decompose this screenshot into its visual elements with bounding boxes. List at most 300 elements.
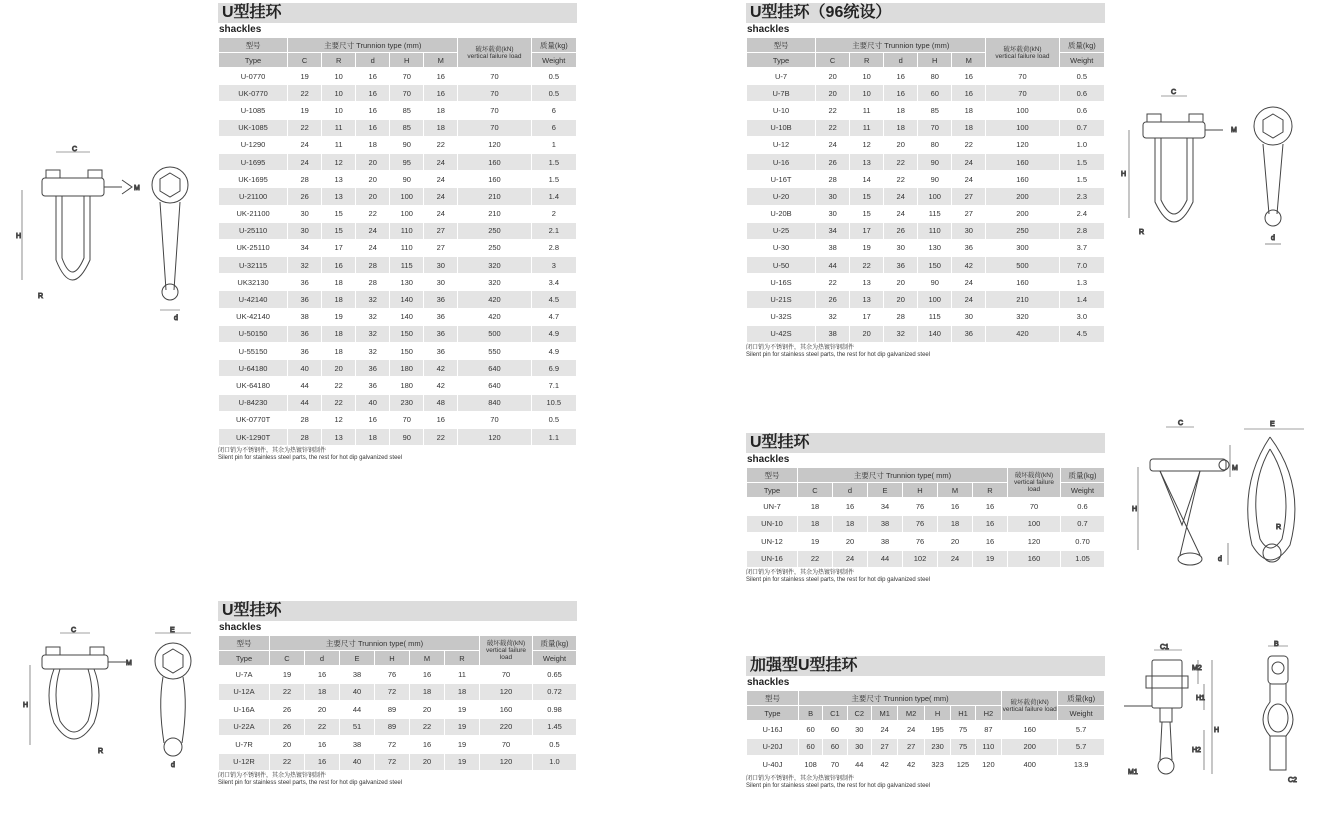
table-cell: 36 xyxy=(424,291,457,307)
table-cell: 110 xyxy=(918,223,951,239)
table-block-3 xyxy=(746,3,1105,359)
table-cell: 20 xyxy=(356,188,389,204)
table-cell: 1.3 xyxy=(1060,274,1104,290)
table-cell: U-16 xyxy=(747,154,815,170)
table-cell: 16 xyxy=(305,666,339,683)
table-cell: 24 xyxy=(424,188,457,204)
table-cell: 76 xyxy=(903,533,937,550)
column-header: d xyxy=(884,53,917,67)
table-cell: 16 xyxy=(410,666,444,683)
header-load-cn: 破坏载荷(kN) xyxy=(486,640,526,647)
note-en: Silent pin for stainless steel parts, the rest for hot dip galvanized steel xyxy=(746,577,931,583)
table-cell: 24 xyxy=(938,551,972,568)
table-cell: 24 xyxy=(952,171,985,187)
table-cell: 320 xyxy=(458,257,530,273)
header-load-en: vertical failure load xyxy=(467,52,522,60)
table-cell: 15 xyxy=(850,206,883,222)
spec-table xyxy=(746,690,1105,774)
table-cell: 20 xyxy=(410,701,444,718)
table-cell: 140 xyxy=(918,326,951,342)
table-cell: 12 xyxy=(322,412,355,428)
table-cell: 89 xyxy=(375,719,409,736)
table-cell: 0.6 xyxy=(1061,498,1104,515)
table-row xyxy=(219,684,576,701)
table-cell: 180 xyxy=(390,360,423,376)
dim-label: C1 xyxy=(1160,644,1169,651)
table-row xyxy=(219,120,576,136)
table-row xyxy=(747,721,1104,738)
table-row xyxy=(747,533,1104,550)
table-cell: 70 xyxy=(986,68,1058,84)
table-cell: 0.7 xyxy=(1060,120,1104,136)
table-cell: 60 xyxy=(823,721,846,738)
table-cell: 100 xyxy=(986,120,1058,136)
table-cell: 0.5 xyxy=(532,85,576,101)
column-header: d xyxy=(305,651,339,665)
table-cell: 60 xyxy=(918,85,951,101)
table-cell: 320 xyxy=(458,274,530,290)
table-cell: 70 xyxy=(458,120,530,136)
section-subtitle: shackles xyxy=(747,454,790,465)
table-row xyxy=(747,154,1104,170)
spec-table xyxy=(746,37,1105,343)
table-cell: 72 xyxy=(375,754,409,771)
table-cell: 160 xyxy=(986,154,1058,170)
dim-label: C xyxy=(72,146,78,153)
table-cell: 150 xyxy=(390,326,423,342)
table-cell: 1.4 xyxy=(532,188,576,204)
table-cell: UK-1695 xyxy=(219,171,287,187)
table-cell: 70 xyxy=(458,102,530,118)
table-cell: 16 xyxy=(424,68,457,84)
table-cell: U-20J xyxy=(747,739,798,756)
table-cell: 11 xyxy=(322,137,355,153)
table-cell: 22 xyxy=(322,377,355,393)
section-subtitle: shackles xyxy=(219,24,262,35)
table-cell: 22 xyxy=(816,274,849,290)
table-cell: 13 xyxy=(850,154,883,170)
table-cell: 60 xyxy=(823,739,846,756)
table-row xyxy=(747,551,1104,568)
header-weight-cn: 质量(kg) xyxy=(533,636,576,650)
table-cell: 20 xyxy=(816,68,849,84)
table-cell: 90 xyxy=(390,429,423,445)
table-row xyxy=(219,171,576,187)
column-header: R xyxy=(973,483,1007,497)
column-header: C2 xyxy=(848,706,871,720)
table-cell: 100 xyxy=(918,188,951,204)
table-cell: 22 xyxy=(816,102,849,118)
table-cell: 18 xyxy=(410,684,444,701)
table-cell: 18 xyxy=(798,516,832,533)
table-cell: 18 xyxy=(322,274,355,290)
table-cell: 120 xyxy=(480,754,532,771)
table-cell: 210 xyxy=(986,291,1058,307)
table-cell: 30 xyxy=(424,257,457,273)
note-en: Silent pin for stainless steel parts, the rest for hot dip galvanized steel xyxy=(746,352,931,358)
table-cell: 34 xyxy=(868,498,902,515)
table-cell: 0.65 xyxy=(533,666,576,683)
table-cell: 19 xyxy=(270,666,304,683)
table-cell: 20 xyxy=(305,701,339,718)
table-cell: 0.5 xyxy=(532,68,576,84)
table-cell: 17 xyxy=(322,240,355,256)
table-cell: 90 xyxy=(918,274,951,290)
table-row xyxy=(219,223,576,239)
table-cell: 32 xyxy=(288,257,321,273)
column-header: M xyxy=(410,651,444,665)
table-cell: 36 xyxy=(952,240,985,256)
table-row xyxy=(219,343,576,359)
table-cell: 38 xyxy=(868,533,902,550)
column-header: C xyxy=(288,53,321,67)
header-model-cn: 型号 xyxy=(747,691,798,705)
table-cell: 1.0 xyxy=(1060,137,1104,153)
table-cell: U-16S xyxy=(747,274,815,290)
table-cell: 18 xyxy=(938,516,972,533)
table-cell: 24 xyxy=(884,188,917,204)
header-load xyxy=(1008,468,1060,497)
table-row xyxy=(219,429,576,445)
dim-label: d xyxy=(1218,556,1222,563)
table-cell: 38 xyxy=(868,516,902,533)
table-cell: 115 xyxy=(918,309,951,325)
table-cell: 16 xyxy=(356,68,389,84)
table-cell: 210 xyxy=(458,188,530,204)
table-cell: 160 xyxy=(986,171,1058,187)
table-cell: 115 xyxy=(918,206,951,222)
table-cell: 0.5 xyxy=(1060,68,1104,84)
table-cell: 300 xyxy=(986,240,1058,256)
table-cell: 24 xyxy=(898,721,923,738)
table-block-1 xyxy=(218,3,577,462)
table-cell: 550 xyxy=(458,343,530,359)
table-cell: 19 xyxy=(445,736,479,753)
table-cell: 20 xyxy=(270,736,304,753)
table-cell: 160 xyxy=(1002,721,1057,738)
table-cell: U-16A xyxy=(219,701,269,718)
table-cell: 24 xyxy=(952,291,985,307)
table-cell: 18 xyxy=(833,516,867,533)
table-row xyxy=(219,154,576,170)
table-row xyxy=(747,739,1104,756)
table-cell: 11 xyxy=(850,102,883,118)
dim-label: H1 xyxy=(1196,695,1205,702)
section-title: U型挂环（96统设） xyxy=(746,3,1105,23)
header-weight-en: Weight xyxy=(1060,53,1104,67)
dim-label: d xyxy=(171,762,175,769)
table-cell: 22 xyxy=(288,120,321,136)
table-cell: 250 xyxy=(458,223,530,239)
table-cell: 75 xyxy=(951,739,974,756)
table-cell: 22 xyxy=(270,684,304,701)
table-cell: 20 xyxy=(938,533,972,550)
table-cell: UK-21100 xyxy=(219,206,287,222)
table-cell: U-50150 xyxy=(219,326,287,342)
table-cell: 70 xyxy=(480,736,532,753)
table-cell: 1.05 xyxy=(1061,551,1104,568)
table-cell: 17 xyxy=(850,223,883,239)
dim-label: M xyxy=(1231,127,1237,134)
table-cell: 36 xyxy=(288,291,321,307)
table-cell: 28 xyxy=(288,412,321,428)
table-row xyxy=(219,257,576,273)
table-cell: 20 xyxy=(884,291,917,307)
dim-label: B xyxy=(1274,641,1279,648)
table-cell: UK-25110 xyxy=(219,240,287,256)
dim-label: E xyxy=(1270,421,1275,428)
table-cell: UK32130 xyxy=(219,274,287,290)
table-cell: 5.7 xyxy=(1058,739,1104,756)
table-row xyxy=(747,102,1104,118)
table-row xyxy=(219,240,576,256)
table-cell: 18 xyxy=(356,429,389,445)
table-cell: 500 xyxy=(458,326,530,342)
table-cell: 27 xyxy=(424,223,457,239)
header-model-en: Type xyxy=(747,53,815,67)
table-cell: 1.1 xyxy=(532,429,576,445)
table-cell: 85 xyxy=(390,102,423,118)
table-cell: 6 xyxy=(532,120,576,136)
table-cell: 90 xyxy=(918,154,951,170)
table-row xyxy=(219,412,576,428)
dim-label: R xyxy=(98,748,104,755)
table-cell: 19 xyxy=(288,102,321,118)
table-cell: 27 xyxy=(898,739,923,756)
header-row xyxy=(747,38,1104,52)
table-row xyxy=(747,120,1104,136)
table-cell: 36 xyxy=(424,326,457,342)
table-cell: 10 xyxy=(322,85,355,101)
column-header: R xyxy=(445,651,479,665)
table-row xyxy=(219,188,576,204)
table-cell: 10.5 xyxy=(532,395,576,411)
table-cell: 420 xyxy=(986,326,1058,342)
column-header: M xyxy=(424,53,457,67)
table-cell: 70 xyxy=(458,85,530,101)
section-subtitle: shackles xyxy=(747,24,790,35)
table-cell: 24 xyxy=(952,274,985,290)
table-cell: 24 xyxy=(288,137,321,153)
column-header: R xyxy=(850,53,883,67)
table-block-2 xyxy=(218,601,577,787)
table-cell: 20 xyxy=(884,137,917,153)
table-cell: 160 xyxy=(986,274,1058,290)
table-cell: 1.4 xyxy=(1060,291,1104,307)
header-row xyxy=(219,38,576,52)
header-weight-en: Weight xyxy=(1061,483,1104,497)
table-cell: 19 xyxy=(322,309,355,325)
table-cell: 28 xyxy=(816,171,849,187)
table-cell: 2.1 xyxy=(532,223,576,239)
table-cell: 3 xyxy=(532,257,576,273)
table-cell: 19 xyxy=(973,551,1007,568)
table-cell: 30 xyxy=(884,240,917,256)
table-cell: 0.70 xyxy=(1061,533,1104,550)
table-cell: 32 xyxy=(356,309,389,325)
dim-label: H xyxy=(16,233,22,240)
dim-label: M xyxy=(126,660,132,667)
table-cell: 125 xyxy=(951,756,974,773)
table-cell: 22 xyxy=(322,395,355,411)
column-header: M2 xyxy=(898,706,923,720)
table-cell: UN-12 xyxy=(747,533,797,550)
table-cell: U-12R xyxy=(219,754,269,771)
table-cell: 4.9 xyxy=(532,326,576,342)
table-cell: 19 xyxy=(288,68,321,84)
table-row xyxy=(747,171,1104,187)
table-cell: 16 xyxy=(305,754,339,771)
table-cell: U-10B xyxy=(747,120,815,136)
table-cell: U-20B xyxy=(747,206,815,222)
table-cell: 16 xyxy=(952,68,985,84)
dim-label: d xyxy=(174,315,178,322)
table-cell: 11 xyxy=(850,120,883,136)
table-cell: 2.3 xyxy=(1060,188,1104,204)
table-cell: 70 xyxy=(458,68,530,84)
table-cell: 76 xyxy=(903,498,937,515)
table-cell: 70 xyxy=(918,120,951,136)
table-cell: 230 xyxy=(390,395,423,411)
table-cell: UN-10 xyxy=(747,516,797,533)
shackle-drawing-3 xyxy=(1115,82,1315,257)
table-cell: 60 xyxy=(799,739,822,756)
table-cell: 195 xyxy=(925,721,950,738)
column-header: H xyxy=(925,706,950,720)
table-cell: 400 xyxy=(1002,756,1057,773)
header-weight-en: Weight xyxy=(533,651,576,665)
table-cell: 27 xyxy=(952,206,985,222)
table-row xyxy=(747,516,1104,533)
dim-label: C xyxy=(71,627,77,634)
table-row xyxy=(747,188,1104,204)
table-cell: UK-42140 xyxy=(219,309,287,325)
table-cell: U-20 xyxy=(747,188,815,204)
table-cell: 72 xyxy=(375,684,409,701)
header-load-cn: 破坏载荷(kN) xyxy=(1003,45,1042,53)
table-row xyxy=(747,257,1104,273)
table-cell: 36 xyxy=(356,360,389,376)
table-cell: 16 xyxy=(884,85,917,101)
dim-label: M xyxy=(1232,465,1238,472)
spec-table xyxy=(746,467,1105,568)
header-model-en: Type xyxy=(219,651,269,665)
table-cell: 76 xyxy=(903,516,937,533)
column-header: d xyxy=(833,483,867,497)
table-cell: 500 xyxy=(986,257,1058,273)
table-cell: 24 xyxy=(356,240,389,256)
table-cell: 75 xyxy=(951,721,974,738)
table-cell: 250 xyxy=(986,223,1058,239)
table-cell: 18 xyxy=(952,120,985,136)
table-cell: 85 xyxy=(918,102,951,118)
table-cell: U-1085 xyxy=(219,102,287,118)
column-header: H xyxy=(903,483,937,497)
table-cell: 38 xyxy=(288,309,321,325)
table-cell: 28 xyxy=(288,171,321,187)
header-load-cn: 破坏载荷(kN) xyxy=(1010,698,1049,706)
table-row xyxy=(219,68,576,84)
table-cell: 10 xyxy=(850,68,883,84)
table-cell: 36 xyxy=(288,326,321,342)
dim-label: E xyxy=(170,627,175,634)
column-header: M xyxy=(938,483,972,497)
table-cell: 18 xyxy=(952,102,985,118)
table-cell: 22 xyxy=(816,120,849,136)
table-cell: U-55150 xyxy=(219,343,287,359)
table-cell: U-7B xyxy=(747,85,815,101)
table-cell: 220 xyxy=(480,719,532,736)
dim-label: d xyxy=(1271,235,1275,242)
table-cell: 16 xyxy=(424,85,457,101)
section-title: U型挂环 xyxy=(218,3,577,23)
table-cell: 30 xyxy=(848,739,871,756)
note-en: Silent pin for stainless steel parts, the rest for hot dip galvanized steel xyxy=(218,780,403,786)
table-cell: U-64180 xyxy=(219,360,287,376)
table-cell: 1.5 xyxy=(532,171,576,187)
table-cell: U-30 xyxy=(747,240,815,256)
table-cell: 70 xyxy=(458,412,530,428)
table-cell: 140 xyxy=(390,309,423,325)
table-cell: 13 xyxy=(850,274,883,290)
table-cell: 30 xyxy=(816,188,849,204)
table-cell: 36 xyxy=(356,377,389,393)
table-cell: 200 xyxy=(986,206,1058,222)
table-cell: U-22A xyxy=(219,719,269,736)
table-cell: U-1290 xyxy=(219,137,287,153)
column-header: R xyxy=(322,53,355,67)
header-load-en: vertical failure load xyxy=(995,52,1050,60)
table-cell: 120 xyxy=(458,429,530,445)
shackle-drawing-4 xyxy=(1120,415,1320,585)
table-cell: 72 xyxy=(375,736,409,753)
table-cell: 24 xyxy=(424,171,457,187)
column-header: H xyxy=(918,53,951,67)
table-cell: 110 xyxy=(390,240,423,256)
table-cell: 10 xyxy=(850,85,883,101)
table-cell: 7.0 xyxy=(1060,257,1104,273)
table-cell: 100 xyxy=(986,102,1058,118)
dim-label: M2 xyxy=(1192,665,1202,672)
table-cell: 16 xyxy=(424,412,457,428)
table-cell: 20 xyxy=(356,154,389,170)
table-row xyxy=(219,666,576,683)
table-cell: 27 xyxy=(952,188,985,204)
table-cell: 100 xyxy=(390,188,423,204)
dim-label: R xyxy=(1276,524,1282,531)
table-cell: U-25 xyxy=(747,223,815,239)
table-cell: 36 xyxy=(952,326,985,342)
table-cell: U-32115 xyxy=(219,257,287,273)
table-cell: 16 xyxy=(973,516,1007,533)
table-cell: 38 xyxy=(816,240,849,256)
dim-label: R xyxy=(38,293,44,300)
table-cell: 44 xyxy=(288,377,321,393)
table-cell: 18 xyxy=(322,343,355,359)
table-block-5 xyxy=(746,656,1105,790)
table-cell: 0.72 xyxy=(533,684,576,701)
table-cell: 180 xyxy=(390,377,423,393)
table-cell: 10 xyxy=(322,68,355,84)
table-cell: 38 xyxy=(340,736,374,753)
header-load xyxy=(986,38,1058,67)
table-cell: 16 xyxy=(356,102,389,118)
table-cell: 1.5 xyxy=(1060,154,1104,170)
table-cell: 70 xyxy=(480,666,532,683)
table-cell: 18 xyxy=(445,684,479,701)
table-cell: U-7A xyxy=(219,666,269,683)
table-cell: 42 xyxy=(952,257,985,273)
